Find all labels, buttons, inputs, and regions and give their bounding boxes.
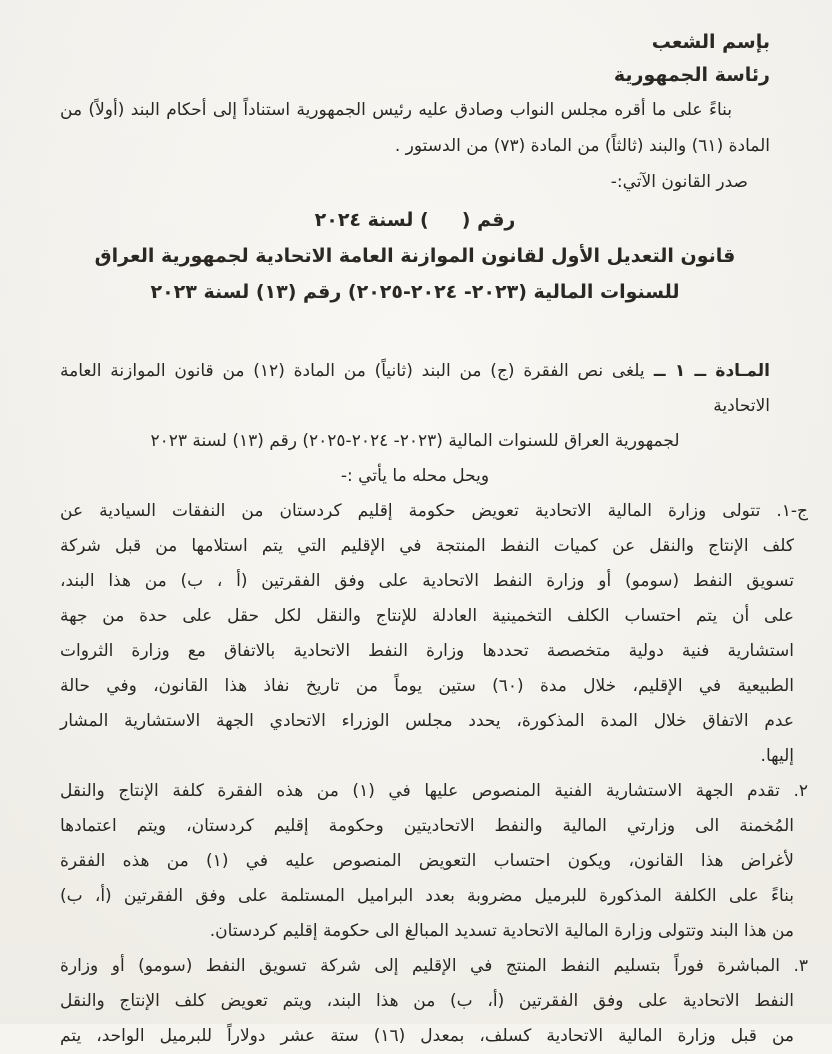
law-title-block — [60, 202, 770, 310]
clause-2 — [60, 774, 809, 949]
clause-line: ٣. المباشرة فوراً بتسليم النفط المنتج في الإقليم إلى شركة تسويق النفط (سومو) أو وزارة — [60, 956, 808, 976]
in-the-name-of-the-people-heading: بإسم الشعب — [651, 31, 770, 53]
clause-line: ٢. تقدم الجهة الاستشارية الفنية المنصوص عليها في (١) من هذه الفقرة كلفة الإنتاج والنقل — [60, 781, 809, 801]
clause-line: عدم الاتفاق خلال المدة المذكورة، يحدد مجلس الوزراء الاتحادي الجهة الاستشارية المشار — [60, 711, 794, 731]
clause-line: المُخمنة الى وزارتي المالية والنفط الاتحاديتين وحكومة إقليم كردستان، ويتم اعتمادها — [60, 816, 794, 836]
presidency-of-republic-heading: رئاسة الجمهورية — [613, 64, 770, 86]
clause-line: لأغراض هذا القانون، ويكون احتساب التعويض المنصوص عليه في (١) من هذه الفقرة — [60, 851, 794, 871]
law-issued-line: صدر القانون الآتي:- — [610, 172, 748, 192]
article-1-heading-label: المـادة ــ ١ ــ — [644, 361, 770, 381]
law-title-line-2: للسنوات المالية (٢٠٢٣- ٢٠٢٤-٢٠٢٥) رقم (١٣) لسنة ٢٠٢٣ — [150, 281, 680, 303]
clause-line: الطبيعية في الإقليم، خلال مدة (٦٠) ستين يوماً من تاريخ نفاذ هذا القانون، وفي حالة — [60, 676, 795, 696]
clause-line: ج-١. تتولى وزارة المالية الاتحادية تعويض حكومة إقليم كردستان من النفقات السيادية عن — [60, 501, 808, 521]
clause-line: تسويق النفط (سومو) أو وزارة النفط الاتحادية على وفق الفقرتين (أ ، ب) من هذا البند، — [60, 571, 794, 591]
article-1 — [60, 354, 770, 494]
preamble-line-2: المادة (٦١) والبند (ثالثاً) من المادة (٧٣) من الدستور . — [394, 136, 770, 156]
article-1-replacement-intro: ويحل محله ما يأتي :- — [340, 466, 490, 486]
clause-line: من هذا البند وتتولى وزارة المالية الاتحادية تسديد المبالغ الى حكومة إقليم كردستان. — [209, 921, 794, 941]
clause-line: من قبل وزارة المالية الاتحادية كسلف، بمعدل (١٦) ستة عشر دولاراً للبرميل الواحد، يتم — [60, 1026, 794, 1046]
clause-line: بناءً على الكلفة المذكورة للبرميل مضروبة بعدد البراميل المستلمة على وفق الفقرتين (أ، ب) — [60, 886, 794, 906]
preamble-line-1: بناءً على ما أقره مجلس النواب وصادق عليه رئيس الجمهورية استناداً إلى أحكام البند (أولاً) من — [60, 100, 732, 120]
article-1-lead-text: يلغى نص الفقرة (ج) من البند (ثانياً) من المادة (١٢) من قانون الموازنة العامة الاتحادية — [60, 361, 770, 416]
clause-line: على أن يتم احتساب الكلف التخمينية العادلة للإنتاج والنقل لكل حقل على حدة من جهة — [60, 606, 794, 626]
clause-line: إليها. — [760, 746, 794, 766]
article-1-lead-line — [60, 354, 770, 424]
article-1-continuation-line: لجمهورية العراق للسنوات المالية (٢٠٢٣- ٢٠٢٤-٢٠٢٥) رقم (١٣) لسنة ٢٠٢٣ — [150, 431, 680, 451]
clause-line: النفط الاتحادية على وفق الفقرتين (أ، ب) من هذا البند، ويتم تعويض كلف الإنتاج والنقل — [60, 991, 794, 1011]
clause-line: كلف الإنتاج والنقل عن كميات النفط المنتجة في الإقليم التي يتم استلامها من قبل شركة — [60, 536, 794, 556]
clause-line: استشارية فنية دولية متخصصة تحددها وزارة النفط الاتحادية بالاتفاق مع وزارة الثروات — [60, 641, 794, 661]
clause-j-1 — [60, 494, 808, 774]
law-number-line: رقم ( ) لسنة ٢٠٢٤ — [314, 209, 516, 231]
clause-3 — [60, 949, 808, 1054]
law-title-line-1: قانون التعديل الأول لقانون الموازنة العامة الاتحادية لجمهورية العراق — [94, 245, 736, 267]
